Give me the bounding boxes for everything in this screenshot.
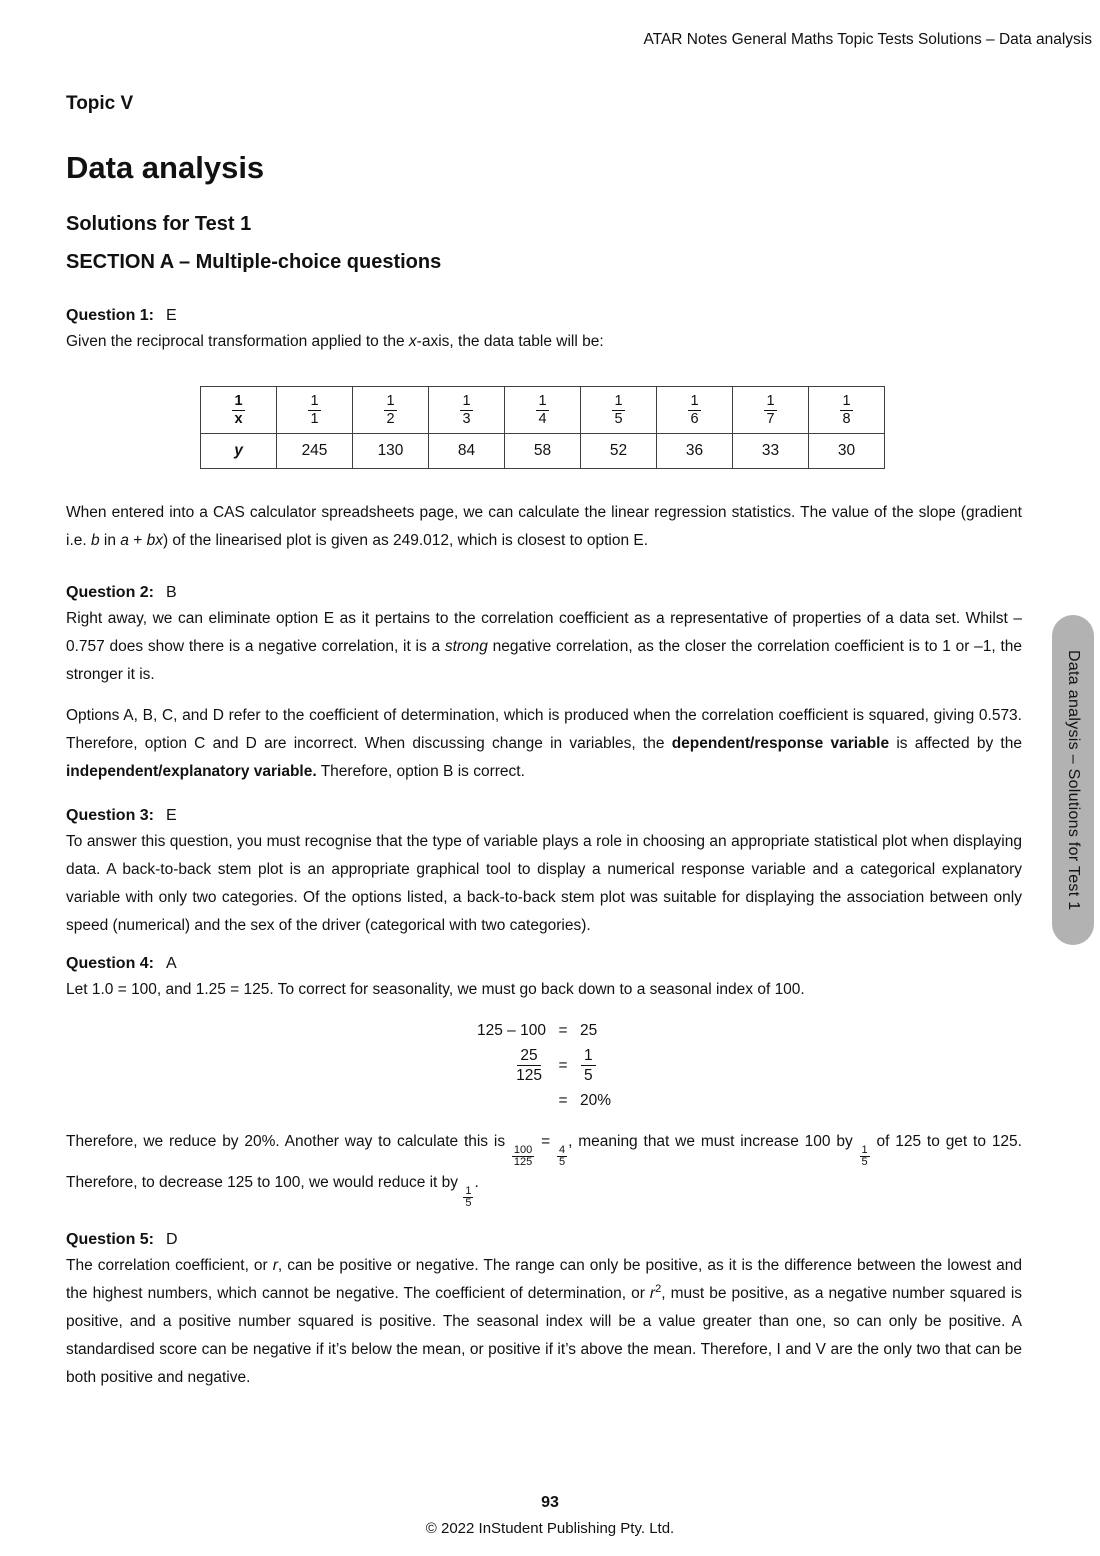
footer-page-number: 93: [541, 1494, 559, 1511]
equals-sign: =: [558, 1091, 568, 1109]
question-4-intro: Let 1.0 = 100, and 1.25 = 125. To correct for seasonality, we must go back down to a seasonal index of 100.: [66, 981, 805, 998]
question-4: [66, 952, 1022, 1210]
fraction: $\frac{1}{3}$: [462, 392, 471, 427]
table-value-cell: 36: [657, 434, 733, 469]
fraction: $\frac{25}{125}$: [516, 1047, 542, 1085]
table-header-cell: [809, 387, 885, 434]
running-header: ATAR Notes General Maths Topic Tests Solutions – Data analysis: [643, 31, 1092, 48]
fraction: $\frac{1}{5}$: [581, 1046, 596, 1086]
fraction: $\frac{1}{x}$: [234, 392, 243, 427]
question-3-heading: [66, 804, 1022, 828]
fraction: $\frac{1}{5}$: [614, 392, 623, 427]
table-header-cell: [733, 387, 809, 434]
question-1: [66, 304, 1022, 555]
equals-sign: =: [558, 1056, 568, 1074]
table-header-cell: [429, 387, 505, 434]
side-tab: [1052, 615, 1094, 945]
question-5-heading: [66, 1228, 1022, 1252]
equation-right: 20%: [579, 1091, 611, 1109]
question-label: Question 4:: [66, 955, 155, 972]
table-header-cell: [353, 387, 429, 434]
table-header-cell: [201, 387, 277, 434]
footer-copyright: © 2022 InStudent Publishing Pty. Ltd.: [425, 1520, 675, 1537]
subtitle: Solutions for Test 1: [66, 213, 252, 235]
topic-label: Topic V: [66, 93, 134, 114]
section-heading: SECTION A – Multiple-choice questions: [66, 251, 442, 273]
table-value-cell: 33: [733, 434, 809, 469]
q4-equation: [477, 1018, 611, 1114]
equals-sign: =: [558, 1022, 568, 1039]
question-2: [66, 581, 1022, 786]
table-header-cell: [277, 387, 353, 434]
fraction: $\frac{4}{5}$: [558, 1143, 566, 1169]
question-5: [66, 1228, 1022, 1392]
question-5-paragraph: The correlation coefficient, or r, can be positive or negative. The range can only be positive, as it is the difference between the lowest and the highest numbers, which cannot be negative. The coefficient of determination, or $r^2$, must be positive, as a negative number squared is positive, and a positive number squared is positive. The seasonal index will be a value greater than one, so can only be positive. A standardised score can be negative if it’s below the mean, or positive if it’s above the mean. Therefore, I and V are the only two that can be both positive and negative.: [66, 1256, 1023, 1386]
table-header-cell: [505, 387, 581, 434]
table-value-cell: 84: [429, 434, 505, 469]
equation-left: 125 – 100: [477, 1022, 546, 1039]
table-value-cell: 245: [277, 434, 353, 469]
table-value-cell: 52: [581, 434, 657, 469]
page-title: Data analysis: [66, 150, 265, 185]
question-4-heading: [66, 952, 1022, 976]
question-2-paragraph: Right away, we can eliminate option E as it pertains to the correlation coefficient as a representative of properties of a data set. Whilst –0.757 does show there is a negative correlation, it is a strong negative correlation, as the closer the correlation coefficient is to 1 or –1, the stronger it is.: [66, 610, 1023, 683]
question-1-body: When entered into a CAS calculator spreadsheets page, we can calculate the linear regression statistics. The value of the slope (gradient i.e. b in a + bx) of the linearised plot is given as 249.012, which is closest to option E.: [66, 504, 1022, 549]
page-content: [66, 0, 1022, 1392]
question-answer: D: [166, 1230, 178, 1248]
question-answer: A: [166, 955, 177, 972]
equation-right: [580, 1046, 597, 1086]
fraction: $\frac{1}{5}$: [861, 1143, 868, 1169]
fraction: $\frac{100}{125}$: [513, 1143, 533, 1169]
side-tab-label: Data analysis – Solutions for Test 1: [1065, 649, 1082, 911]
question-3: [66, 804, 1022, 940]
equation-right: 25: [579, 1022, 598, 1039]
question-answer: B: [166, 584, 177, 601]
question-3-paragraph: To answer this question, you must recognise that the type of variable plays a role in choosing an appropriate statistical plot when displaying data. A back-to-back stem plot is an appropriate graphical tool to display a numerical response variable and a categorical explanatory variable with only two categories. Of the options listed, a back-to-back stem plot was suitable for displaying the association between only speed (numerical) and the sex of the driver (categorical with two categories).: [66, 833, 1022, 934]
fraction: $\frac{1}{7}$: [766, 392, 775, 427]
table-value-cell: 30: [809, 434, 885, 469]
question-label: Question 2:: [66, 584, 155, 601]
fraction: $\frac{1}{1}$: [310, 392, 319, 427]
table-value-cell: 58: [505, 434, 581, 469]
equation-left: [512, 1046, 546, 1086]
question-label: Question 3:: [66, 807, 155, 824]
q1-data-table: [200, 386, 885, 469]
question-1-intro: Given the reciprocal transformation applied to the x-axis, the data table will be:: [66, 333, 604, 350]
question-2-paragraph: Options A, B, C, and D refer to the coefficient of determination, which is produced when the correlation coefficient is squared, giving 0.573. Therefore, option C and D are incorrect. When discussing change in variables, the dependent/response variable is affected by the independent/explanatory variable. Therefore, option B is correct.: [66, 707, 1022, 780]
fraction: $\frac{1}{4}$: [538, 392, 547, 427]
table-header-cell: [581, 387, 657, 434]
question-answer: E: [166, 807, 177, 824]
table-value-cell: 130: [353, 434, 429, 469]
question-2-heading: [66, 581, 1022, 605]
fraction: $\frac{1}{5}$: [465, 1184, 472, 1210]
fraction: $\frac{1}{8}$: [842, 392, 851, 427]
question-1-heading: [66, 304, 1022, 328]
fraction: $\frac{1}{6}$: [690, 392, 699, 427]
question-label: Question 5:: [66, 1230, 155, 1248]
fraction: $\frac{1}{2}$: [386, 392, 395, 427]
question-answer: E: [166, 307, 177, 324]
question-label: Question 1:: [66, 307, 155, 324]
question-4-body: Therefore, we reduce by 20%. Another way to calculate this is $\frac{100}{125}$ = $\frac{4}{5}$ , meaning that we must increase 100 by $\frac{1}{5}$ of 125 to get to 125. Therefore, to decrease 125 to 100, we would reduce it by $\frac{1}{5}$ .: [66, 1132, 1022, 1210]
table-header-cell: [657, 387, 733, 434]
table-row-label: y: [201, 434, 277, 469]
